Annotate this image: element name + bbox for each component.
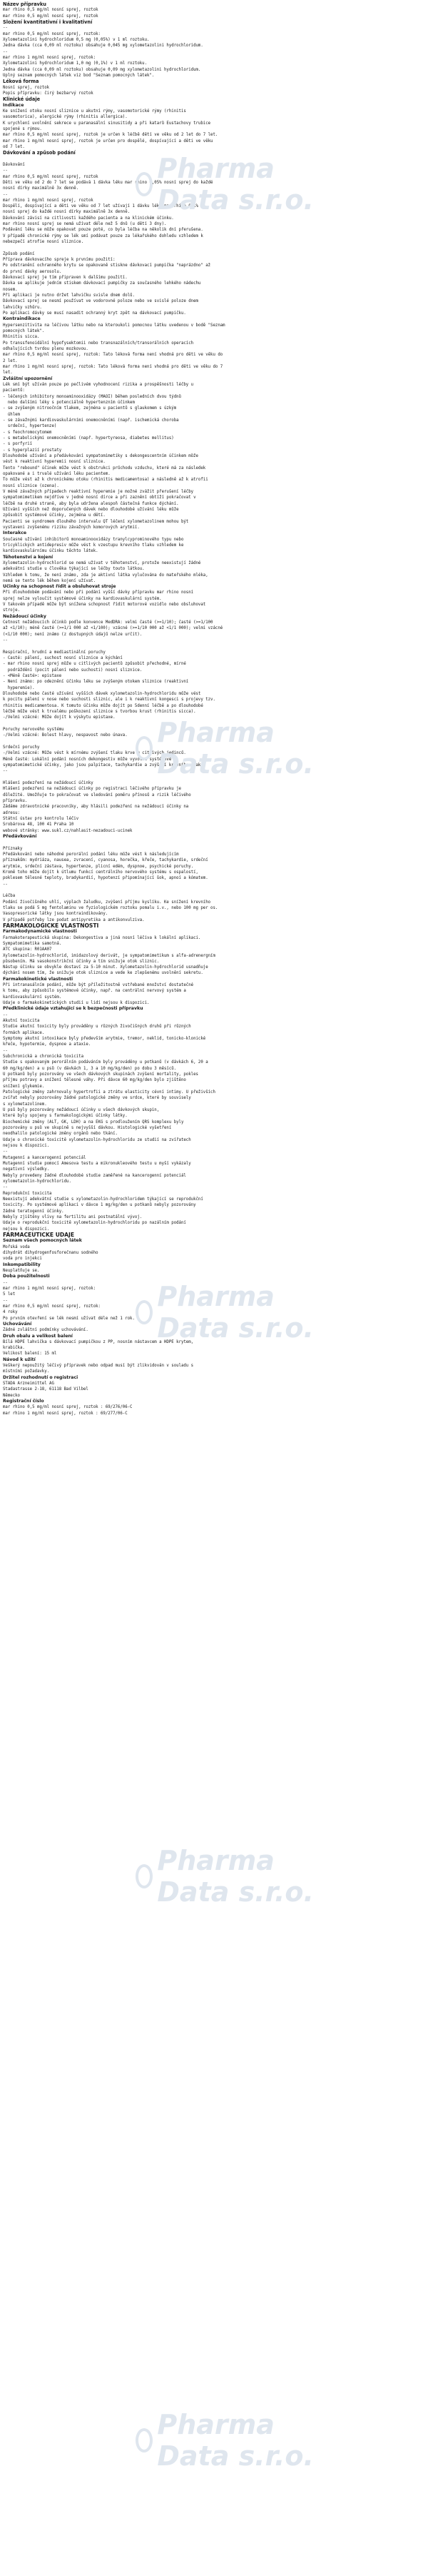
- text-line: - s feochromocytomem: [3, 430, 52, 435]
- text-line: Studie akutní toxicity byly prováděny u různých živočišných druhů při různých: [3, 1025, 191, 1030]
- text-line: srdeční, hypertenze): [3, 424, 57, 429]
- text-line: - se zvýšeným nitroočním tlakem, zejména u pacientů s glaukomem s úzkým: [3, 406, 177, 411]
- text-line: Předávkování nebo náhodné perorální podání léku může vést k následujícím: [3, 852, 179, 857]
- text-line: [3, 245, 425, 251]
- text-line: Při intranasálním podání, může být příležitostně vstřebané množství dostatečné: [3, 983, 194, 988]
- text-line: k pocitu pálení v nose nebo suchosti sliznic, ale i k reaktivní kongesci s projevy tzv.: [3, 698, 215, 703]
- text-line: tlaku se podá 5 mg fentolaminu ve fyziologickém roztoku pomalu i.v., nebo 100 mg per os.: [3, 905, 218, 910]
- text-line: Respirační, hrudní a mediastinální poruchy: [3, 650, 106, 655]
- text-line: Dávkovací sprej se nesmí používat ve vodorovné poloze nebo ve svislé poloze dnem: [3, 299, 198, 304]
- text-line: působením. Má vasokonstrikční účinky a tím snižuje otok sliznic.: [3, 959, 160, 964]
- section-heading: Název přípravku: [3, 1, 46, 7]
- text-line: --: [3, 1280, 8, 1285]
- subsection-heading: Indikace: [3, 102, 24, 108]
- text-line: Podání živočišného uhlí, výplach žaludku, zvýšení příjmu kyslíku. Ke snížení krevního: [3, 900, 211, 905]
- text-line: mar rhino 1 mg/ml nosní sprej, roztok je určen pro dospělé, dospívající a děti ve věku: [3, 139, 213, 144]
- text-line: vést k reaktivní hyperemii nosní sliznice.: [3, 460, 106, 465]
- text-line: způsobit systémové účinky, zejména u dětí.: [3, 513, 106, 518]
- text-line: Xylometazolini hydrochloridum 1,0 mg (0,1%) v 1 ml roztoku.: [3, 61, 148, 66]
- text-line: U psů byly pozorovány nežádoucí účinky u všech dávkových skupin,: [3, 1108, 160, 1113]
- text-line: --: [3, 1185, 8, 1190]
- subsection-heading: Účinky na schopnost řídit a obsluhovat stroje: [3, 584, 116, 590]
- text-line: Xylometazolin-hydrochlorid se nemá užívat v těhotenství, protože neexistují žádné: [3, 560, 201, 565]
- text-line: voda pro injekci: [3, 1257, 42, 1262]
- text-line: --: [3, 1012, 8, 1017]
- text-line: --: [3, 26, 8, 31]
- text-line: (<1/10 000); není známo (z dostupných údajů nelze určit).: [3, 632, 143, 637]
- text-line: s xylometazolinem.: [3, 1102, 47, 1107]
- text-line: Dávkování: [3, 162, 25, 167]
- text-line: krabička.: [3, 1346, 25, 1351]
- text-line: Vzhledem k tomu, že není známo, zda je aktivní látka vylučována do mateřského mléka,: [3, 573, 208, 578]
- text-line: nosní dírky maximálně 3x denně.: [3, 186, 79, 191]
- text-line: ATC skupina: R01AA07: [3, 947, 52, 952]
- subsection-heading: Inkompatibility: [3, 1262, 41, 1267]
- text-line: lahvičky vzhůru.: [3, 305, 42, 310]
- text-line: zvířat nebyly pozorovány žádné patologické změny ve srdce, které by souvisely: [3, 1096, 191, 1101]
- text-line: [3, 739, 425, 745]
- text-line: Akutní toxicita: [3, 1019, 40, 1024]
- text-line: - Časté: pálení, suchost nosní sliznice a kýchání: [3, 656, 123, 661]
- watermark-logo-icon: [136, 1864, 153, 1888]
- text-line: V případě potřeby lze podat antipyretika a antikonvulziva.: [3, 917, 145, 922]
- text-line: kardiovaskulární systém.: [3, 995, 62, 1000]
- text-line: Bílá HDPE lahvička s dávkovací pumpičkou z PP, nosním nástavcem a HDPE krytem,: [3, 1339, 194, 1344]
- text-line: --: [3, 882, 8, 887]
- text-line: neodhalilo patologické změny orgánů nebo tkání.: [3, 1132, 118, 1137]
- text-line: Patologické změny zahrnovaly hypertrofii a ztrátu elasticity cévní intimy. U přeživších: [3, 1090, 215, 1095]
- text-line: nosní sliznice (ozena).: [3, 483, 59, 488]
- text-line: [3, 721, 425, 727]
- text-line: U potkanů byly pozorovány ve všech dávkových skupinách zvýšení mortality, pokles: [3, 1072, 198, 1077]
- text-line: Státní ústav pro kontrolu léčiv: [3, 816, 79, 821]
- text-line: hyperemie).: [3, 685, 35, 690]
- watermark-2: Pharma Data s.r.o.: [136, 728, 335, 768]
- text-line: nosní sprej do každé nosní dírky maximálně 3x denně.: [3, 210, 131, 215]
- text-line: Mutagenní a kancerogenní potenciál: [3, 1155, 86, 1160]
- text-line: mar rhino 1 mg/ml nosní sprej, roztok: Tato léková forma není vhodná pro děti ve věku do 7: [3, 365, 223, 370]
- subsection-heading: Interakce: [3, 530, 27, 536]
- text-line: rhinitis medicamentosa. K tomuto účinku může dojít po 5denní léčbě a po dlouhodobé: [3, 703, 203, 708]
- text-line: mar rhino 0,5 mg/ml nosní sprej, roztok : 69/276/06-C: [3, 1405, 133, 1410]
- text-line: -/Velmi vzácné: Bolest hlavy, nespavost nebo únava.: [3, 733, 128, 738]
- text-line: snížení glykemie.: [3, 1084, 45, 1089]
- text-line: --: [3, 769, 8, 774]
- text-line: 5 let: [3, 1292, 16, 1297]
- text-line: Příznaky: [3, 846, 23, 851]
- text-line: sympatomimetické účinky, jako jsou palpitace, tachykardie a zvýšení krevního tlaku.: [3, 763, 206, 768]
- text-line: Po transsfenoidální hypofysektomii nebo transnazálních/transorálních operacích: [3, 341, 194, 346]
- text-line: nebezpečí atrofie nosní sliznice.: [3, 240, 83, 245]
- text-line: --: [3, 1149, 8, 1154]
- text-line: Rhinitis sicca.: [3, 335, 40, 340]
- text-line: Léčba: [3, 894, 16, 899]
- text-line: - mar rhino nosní sprej může u citlivých pacientů způsobit přechodné, mírné: [3, 662, 186, 667]
- text-line: Úplný seznam pomocných látek viz bod "Seznam pomocných látek".: [3, 73, 155, 78]
- text-line: mar rhino 0,5 mg/ml nosní sprej, roztok:: [3, 31, 101, 36]
- text-line: Dávkování závisí na citlivosti každého pacienta a na klinickém účinku.: [3, 216, 174, 221]
- text-line: Hlášení podezření na nežádoucí účinky: [3, 780, 93, 785]
- text-line: léčbě může vést k trvalému poškození sliznice s tvorbou krust (rhinitis sicca).: [3, 710, 196, 715]
- text-line: opakované a i trvalé užívání léku pacientem.: [3, 471, 111, 476]
- text-line: Velikost balení: 15 ml: [3, 1352, 57, 1357]
- section-heading: Léková forma: [3, 79, 39, 85]
- text-line: mar rhino 0,5 mg/ml nosní sprej, roztok: [3, 174, 98, 179]
- text-line: Četnost nežádoucích účinků podle konvence MedDRA: velmi časté (>=1/10); časté (>=1/100: [3, 620, 213, 625]
- watermark-3: Pharma Data s.r.o.: [136, 1292, 335, 1332]
- text-line: kardiovaskulárnímu účinku těchto látek.: [3, 549, 98, 554]
- text-line: [3, 840, 425, 845]
- subsection-heading: Předklinické údaje vztahující se k bezpečnosti přípravku: [3, 1006, 143, 1012]
- text-line: Méně časté: Lokální podání nosních dekongestiv může vyvolat systémové: [3, 757, 172, 762]
- text-line: --: [3, 192, 8, 197]
- subsection-heading: Návod k užití: [3, 1357, 36, 1362]
- watermark-1: Pharma Data s.r.o.: [136, 164, 335, 204]
- text-line: Lék smí být užíván pouze po pečlivém vyhodnocení rizika a prospěšnosti léčby u: [3, 383, 194, 387]
- text-line: - <Méně časté>: epistaxe: [3, 674, 62, 679]
- section-heading: FARMACEUTICKÉ ÚDAJE: [3, 1232, 75, 1238]
- text-line: Děti ve věku od 2 do 7 let se podává 1 dávka léku mar rhino 0,05% nosní sprej do každé: [3, 180, 213, 185]
- text-line: Nebyly provedeny žádné dlouhodobé studie zaměřené na kancerogenní potenciál: [3, 1173, 186, 1178]
- text-line: Užívání vyšších než doporučených dávek nebo dlouhodobé užívání léku může: [3, 507, 179, 512]
- text-line: Nosní sprej, roztok: [3, 85, 50, 90]
- text-line: mar rhino 1 mg/ml nosní sprej, roztok:: [3, 55, 96, 60]
- text-line: až <1/10); méně časté (>=1/1 000 až <1/100); vzácné (>=1/10 000 až <1/1 000); velmi vzácné: [3, 626, 223, 631]
- text-line: Dávka se aplikuje jedním stiskem dávkovací pumpičky za současného lehkého nádechu: [3, 281, 201, 286]
- section-heading: Dávkování a způsob podání: [3, 150, 76, 156]
- text-line: stroje.: [3, 608, 20, 613]
- text-line: Šrobárova 48, 100 41 Praha 10: [3, 822, 74, 827]
- text-line: Poruchy nervového systému: [3, 728, 64, 733]
- text-line: Vasopresorické látky jsou kontraindikovány.: [3, 912, 108, 917]
- section-heading: Složení kvantitativní i kvalitativní: [3, 19, 93, 25]
- text-line: Tento "rebound" účinek může vést k obstrukci průchodu vzduchu, které má za následek: [3, 466, 206, 471]
- text-line: Biochemické změny (ALT, GK, LDH) a na EKG s prodloužením QRS komplexu byly: [3, 1120, 184, 1125]
- text-line: Při aplikaci je nutno držet lahvičku svisle dnem dolů.: [3, 293, 135, 298]
- text-line: Po prvním otevření se lék nesmí užívat déle než 1 rok.: [3, 1316, 135, 1321]
- text-line: vasomotorica), alergické rýmy (rhinitis allergica).: [3, 115, 128, 120]
- text-line: Po odstranění ochranného krytu se opakovaně stiskne dávkovací pumpička "naprázdno" až: [3, 263, 211, 268]
- text-line: mar rhino 0,5 mg/ml nosní sprej, roztok: [3, 8, 98, 13]
- text-line: Nástup účinku se obvykle dostaví za 5-10 minut. Xylometazolin-hydrochlorid usnadňuje: [3, 965, 208, 970]
- text-line: [3, 775, 425, 780]
- text-line: Dospělí, dospívající a děti ve věku od 7 let užívají 1 dávku léku mar rhino 0,1%: [3, 204, 198, 209]
- text-line: místními požadavky.: [3, 1369, 50, 1374]
- text-line: nosem.: [3, 287, 18, 292]
- text-line: vystaveni zvýšenému riziku závažných komorových arytmií.: [3, 525, 140, 530]
- subsection-heading: Uchovávání: [3, 1321, 32, 1327]
- text-line: Hypersenzitivita na léčivou látku nebo na kteroukoli pomocnou látku uvedenou v bodě "Seznam: [3, 323, 225, 328]
- text-line: podráždění (pocit pálení nebo suchosti) nosní sliznice.: [3, 668, 143, 673]
- text-line: 2 let.: [3, 358, 18, 363]
- text-line: tricyklických antidepresiv může vést k vzestupu krevního tlaku vzhledem ke: [3, 543, 184, 548]
- subsection-heading: Předávkování: [3, 833, 37, 839]
- text-line: toxicity. Po systémové aplikaci v dávce 1 mg/kg/den u potkanů nebyly pozorovány: [3, 1203, 196, 1208]
- text-line: mar rhino 1 mg/ml nosní sprej, roztok : 69/277/06-C: [3, 1411, 128, 1416]
- text-line: adresu:: [3, 810, 20, 815]
- text-line: Jedna dávka (cca 0,09 ml roztoku) obsahuje 0,09 mg xylometazolini hydrochloridum.: [3, 67, 201, 72]
- text-line: Žádné zvláštní podmínky uchovávání.: [3, 1328, 88, 1333]
- text-line: příznakům: mydriáza, nausea, zvracení, cyanosa, horečka, křeče, tachykardie, srdeční: [3, 858, 208, 863]
- text-line: Dlouhodobé nebo časté užívání vyšších dávek xylometazolin-hydrochloridu může vést: [3, 692, 201, 697]
- text-line: Xylometazolini hydrochloridum 0,5 mg (0,05%) v 1 ml roztoku.: [3, 37, 150, 42]
- text-line: Veškerý nepoužitý léčivý přípravek nebo odpad musí být zlikvidován v souladu s: [3, 1364, 194, 1369]
- text-line: které byly spojeny s farmakologickými účinky látky.: [3, 1114, 128, 1119]
- text-line: formách aplikace.: [3, 1030, 45, 1035]
- text-line: sprej nelze vyloučit systémové účinky na kardiovaskulární systém.: [3, 596, 162, 601]
- text-line: Dávkovací sprej je tím připraven k dalšímu použití.: [3, 276, 128, 281]
- watermark-4: Pharma Data s.r.o.: [136, 1856, 335, 1896]
- subsection-heading: Druh obalu a velikost balení: [3, 1333, 73, 1339]
- text-line: spojené s rýmou.: [3, 126, 42, 131]
- text-line: Po aplikaci dávky se musí nasadit ochranný kryt zpět na dávkovací pumpičku.: [3, 311, 186, 316]
- text-line: Současné užívání inhibitorů monoaminooxidázy tranylcyprominového typu nebo: [3, 537, 184, 542]
- text-line: K urychlení uvolnění sekrece u paranasální sinusitidy a při katarů Eustachovy trubice: [3, 121, 211, 126]
- text-line: - Není známo: po odeznění účinku léku se zvýšeným otokem sliznice (reaktivní: [3, 680, 189, 685]
- text-line: křeče, hypotermie, dyspnoe a ataxie.: [3, 1042, 91, 1047]
- text-line: let.: [3, 371, 13, 376]
- text-line: mar rhino 0,5 mg/ml nosní sprej, roztok: Tato léková forma není vhodná pro děti ve věku do: [3, 353, 223, 358]
- text-line: nebo dalšími léky s potenciálně hypertenzním účinkem: [3, 400, 135, 405]
- text-line: [3, 156, 425, 162]
- text-line: --: [3, 638, 8, 643]
- text-line: negativní výsledky.: [3, 1167, 50, 1172]
- text-line: Farmakoterapeutická skupina: Dekongestiva a jiná nosní léčiva k lokální aplikaci.: [3, 935, 201, 940]
- subsection-heading: Registrační číslo: [3, 1399, 44, 1404]
- text-line: Xylometazolin-hydrochlorid, imidazolový derivát, je sympatomimetikum s alfa-adrenergním: [3, 953, 215, 958]
- text-line: xylometazolin-hydrochloridu.: [3, 1179, 71, 1184]
- text-line: žádné teratogenní účinky.: [3, 1209, 64, 1214]
- text-line: nejsou k dispozici.: [3, 1144, 50, 1148]
- text-line: Studie s opakovaným perorálním podáváním byly prováděny u potkanů (v dávkách 6, 20 a: [3, 1060, 208, 1065]
- subsection-heading: Seznam všech pomocných látek: [3, 1238, 82, 1244]
- text-line: [3, 887, 425, 893]
- text-line: - s hyperplazií prostaty: [3, 448, 62, 453]
- text-line: pozorovány u psů ve skupině s nejvyšší dávkou. Histologické vyšetření: [3, 1126, 172, 1131]
- text-line: dihydrát dihydrogenfosforečnanu sodného: [3, 1250, 98, 1255]
- text-line: přípravku.: [3, 798, 28, 803]
- text-line: pomocných látek".: [3, 329, 45, 334]
- text-line: Ke snížení otoku nosní sliznice u akutní rýmy, vasomotorické rýmy (rhinitis: [3, 109, 186, 114]
- text-line: Žádáme zdravotnické pracovníky, aby hlásili podezření na nežádoucí účinky na: [3, 805, 189, 810]
- text-line: Srdeční poruchy: [3, 745, 40, 750]
- text-line: -/Velmi vzácné: Může vést k mírnému zvýšení tlaku krve u citlivých jedinců.: [3, 751, 186, 756]
- text-line: Dlouhodobé užívání a předávkování sympatomimetiky s dekongescentním účinkem může: [3, 453, 198, 458]
- text-line: --: [3, 1298, 8, 1303]
- text-line: Neuplatňuje se.: [3, 1268, 40, 1273]
- text-line: - léčených inhibitory monoaminooxidázy (MAOI) během posledních dvou týdnů: [3, 394, 181, 399]
- text-line: Jedna dávka (cca 0,09 ml roztoku) obsahuje 0,045 mg xylometazolini hydrochloridum.: [3, 44, 203, 49]
- text-line: poklesem tělesné teploty, bradykardií, hypotenzí připomínající šok, apnoí a kómatem.: [3, 876, 208, 881]
- text-line: Údaje o chronické toxicitě xylometazolin-hydrochloridu ze studií na zvířatech: [3, 1137, 191, 1142]
- text-line: arytmie, srdeční zástava, hypertenze, plicní edém, dyspnoe, psychické poruchy.: [3, 864, 194, 869]
- text-line: Reprodukční toxicita: [3, 1191, 52, 1196]
- text-line: webové stránky: www.sukl.cz/nahlasit-nezadouci-ucinek: [3, 828, 133, 833]
- text-line: Kromě toho může dojít k útlumu funkcí centrálního nervového systému s ospalostí,: [3, 870, 198, 875]
- subsection-heading: Kontraindikace: [3, 316, 41, 322]
- text-line: Mořská voda: [3, 1244, 30, 1249]
- text-line: - s porfyrií: [3, 442, 33, 447]
- text-line: odhalujících tvrdou plenu mozkovou.: [3, 347, 88, 352]
- text-line: Německo: [3, 1393, 20, 1398]
- text-line: sympatomimetikem nejdříve v jedné nosní dírce a při zaznění obtíží pokračovat v: [3, 495, 196, 500]
- text-line: Stadastrasse 2-18, 61118 Bad Vilbel: [3, 1387, 88, 1392]
- subsection-heading: Těhotenství a kojení: [3, 554, 54, 560]
- text-line: Údaje o farmakokinetických studií u lidí nejsou k dispozici.: [3, 1001, 150, 1006]
- watermark-logo-icon: [136, 2428, 153, 2452]
- text-line: úhlem: [3, 412, 20, 417]
- text-line: Příprava dávkovacího spreje k prvnímu použití:: [3, 258, 116, 263]
- text-line: mar rhino 1 mg/ml nosní sprej, roztok:: [3, 1286, 96, 1291]
- text-line: V případě chronické rýmy se lék smí podávat pouze za lékařského dohledu vzhledem k: [3, 233, 203, 238]
- text-line: Symptomy akutní intoxikace byly především arytmie, tremor, neklid, tonicko-klonické: [3, 1037, 206, 1042]
- text-line: Mutagenní studie pomocí Amesova testu a mikronukleového testu u myší vykázaly: [3, 1161, 191, 1166]
- text-line: mar rhino 0,5 mg/ml nosní sprej, roztok: [3, 14, 98, 19]
- text-line: do první dávky aerosolu.: [3, 269, 62, 274]
- text-line: Pacienti se syndromem dlouhého intervalu QT léčení xylometazolinem mohou být: [3, 519, 189, 524]
- text-line: Při dlouhodobém podávání nebo při podání vyšší dávky přípravku mar rhino nosní: [3, 590, 194, 595]
- text-line: adekvátní studie u člověka týkající se léčby touto látkou.: [3, 567, 145, 572]
- text-line: Hlášení podezření na nežádoucí účinky po registraci léčivého přípravku je: [3, 787, 181, 792]
- subsection-heading: Nežádoucí účinky: [3, 613, 46, 619]
- text-line: důležité. Umožňuje to pokračovat ve sledování poměru přínosů a rizik léčivého: [3, 793, 191, 798]
- text-line: dýchání nosem tím, že snižuje otok sliznice a vede ke zlepšenému uvolnění sekretu.: [3, 971, 203, 976]
- subsection-heading: Doba použitelnosti: [3, 1274, 50, 1279]
- text-line: - se závažnými kardiovaskulárními onemocněními (např. ischemická choroba: [3, 418, 179, 423]
- text-line: Nebyly zjištěny vlivy na fertilitu ani postnatální vývoj.: [3, 1214, 143, 1219]
- text-line: Subchronická a chronická toxicita: [3, 1055, 83, 1060]
- text-line: STADA Arzneimittel AG: [3, 1382, 54, 1387]
- text-line: -/Velmi vzácné: Může dojít k výskytu epistaxe.: [3, 715, 116, 720]
- text-line: V takovém případě může být snížena schopnost řídit motorové vozidlo nebo obsluhovat: [3, 603, 206, 608]
- text-line: Sympatomimetika samotná.: [3, 941, 62, 946]
- text-line: V méně závažných případech reaktivní hyperemie je možné zvážit přerušení léčby: [3, 489, 194, 494]
- text-line: [3, 643, 425, 649]
- subsection-heading: Držitel rozhodnutí o registraci: [3, 1374, 78, 1380]
- text-line: Podávání léku se může opakovat pouze poté, co byla léčba na několik dní přerušena.: [3, 228, 203, 233]
- text-line: 60 mg/kg/den) a u psů (v dávkách 1, 3 a 10 mg/kg/den) po dobu 3 měsíců.: [3, 1066, 177, 1071]
- watermark-5: Pharma Data s.r.o.: [136, 2420, 335, 2460]
- text-line: --: [3, 1048, 8, 1053]
- text-line: mar rhino 0,5 mg/ml nosní sprej, roztok:: [3, 1304, 101, 1309]
- text-line: nemá se tento lék během kojení užívat.: [3, 578, 96, 583]
- text-line: mar rhino 1 mg/ml nosní sprej, roztok: [3, 198, 93, 203]
- text-line: k tomu, aby způsobilo systémové účinky, např. na centrální nervový systém a: [3, 989, 186, 994]
- text-line: 4 roky: [3, 1310, 18, 1315]
- text-line: od 7 let.: [3, 144, 25, 149]
- text-line: --: [3, 49, 8, 54]
- text-line: --: [3, 168, 8, 173]
- text-line: - s metabolickými onemocněními (např. hypertyreosa, diabetes mellitus): [3, 436, 174, 441]
- text-line: příjmu potravy a snížení tělesné váhy. Při dávce 60 mg/kg/den bylo zjištěno: [3, 1078, 186, 1083]
- text-line: pacientů:: [3, 388, 25, 393]
- text-line: Popis přípravku: čirý bezbarvý roztok: [3, 91, 93, 96]
- text-line: Způsob podání: [3, 251, 35, 256]
- subsection-heading: Zvláštní upozornění: [3, 376, 53, 381]
- text-line: mar rhino 0,5 mg/ml nosní sprej, roztok je určen k léčbě dětí ve věku od 2 let do 7 let.: [3, 133, 218, 138]
- text-line: Údaje o reprodukční toxicitě xylometazolin-hydrochloridu po nazálním podání: [3, 1221, 186, 1226]
- text-line: To může vést až k chronickému otoku (rhinitis medicamentosa) a následně až k atrofii: [3, 478, 208, 483]
- text-line: Neexistují adekvátní studie s xylometazolin-hydrochloridem týkající se reprodukční: [3, 1197, 203, 1202]
- text-line: léčbě na druhé straně, aby byla udržena alespoň částečná funkce dýchání.: [3, 501, 179, 506]
- subsection-heading: Farmakokinetické vlastnosti: [3, 976, 73, 982]
- text-line: nejsou k dispozici.: [3, 1227, 50, 1232]
- section-heading: FARMAKOLOGICKÉ VLASTNOSTI: [3, 922, 99, 929]
- section-heading: Klinické údaje: [3, 96, 41, 103]
- subsection-heading: Farmakodynamické vlastnosti: [3, 929, 77, 935]
- text-line: mar rhino nosní sprej se nemá užívat déle než 5 dnů (u dětí 3 dny).: [3, 222, 167, 227]
